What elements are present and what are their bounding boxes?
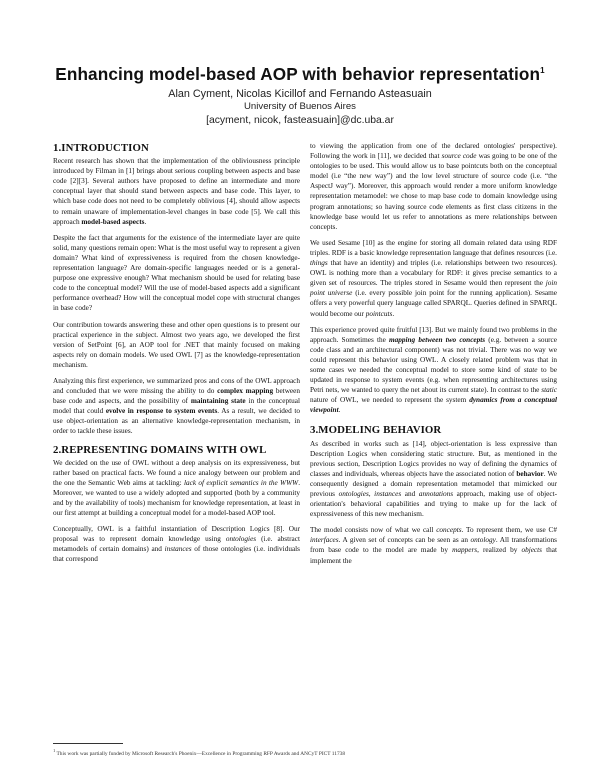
italic-text: source code [441, 152, 477, 161]
text-run: approach, making use of object-orientation's behavioral capabilities and trying to make up for the lack of expressiveness of this new mechanism. [310, 490, 557, 519]
bold-text: model-based aspects [81, 217, 145, 226]
bold-text: complex mapping [217, 387, 274, 396]
footnote [53, 747, 553, 758]
text-run: that implement the [310, 546, 557, 565]
italic-text: ontologies [225, 535, 257, 544]
text-run: was going to be one of the ontologies to be used. This would allow us to base pointcuts both on the conceptual model (i.e “the new way”) and the low level structure of source code (i.e. “the AspectJ way”). Moreover, this approach would render a more uniform knowledge representation metamodel: we chose to map base code to domain knowledge using program annotations; so having source code elements as first class citizens in the knowledge base would let us refer to annotations as mere relationships between concepts. [310, 152, 558, 231]
paragraph [310, 325, 557, 416]
text-run: We decided on the use of OWL without a deep analysis on its expressiveness, but rather based on practical facts. We found a nice analogy between our problem and the one the Semantic Web aims at tackling: [53, 458, 300, 487]
affiliation: University of Buenos Aires [244, 101, 356, 112]
text-run: . [338, 406, 341, 415]
section-heading-modeling-behavior: 3.MODELING BEHAVIOR [310, 424, 442, 437]
paper-title [0, 64, 600, 85]
text-run: . All transformations from base code to the model are made by [310, 536, 558, 555]
paragraph [310, 141, 557, 232]
text-run: nature of OWL, we needed to represent the system [310, 396, 470, 405]
bold-text: maintaining state [190, 397, 246, 406]
italic-text: lack of explicit semantics in the WWW [184, 478, 299, 487]
text-run: between base code and aspects, and the possibility of [53, 387, 300, 406]
right-column [310, 141, 557, 572]
left-column [53, 143, 300, 571]
bold-italic-text: dynamics from a conceptual viewpoint [310, 396, 557, 415]
italic-text: instances [164, 545, 192, 554]
footnote-text: This work was partially funded by Microsoft Research's Phoenix—Excellence in Programming RFP Awards and ANCyT PICT 11738 [55, 750, 346, 757]
bold-italic-text: mapping between two concepts [388, 335, 486, 344]
text-run: in the conceptual model that could [53, 397, 300, 416]
text-run: , realized by [477, 546, 522, 555]
text-run: This experience proved quite fruitful [13]. But we mainly found two problems in the approach. Sometimes the [310, 325, 557, 344]
paragraph [53, 156, 300, 227]
italic-text: state [523, 365, 538, 374]
section-heading-owl: 2.REPRESENTING DOMAINS WITH OWL [53, 443, 267, 456]
bold-text: behavior [516, 469, 544, 478]
paragraph [310, 525, 557, 565]
title-footnote-mark: 1 [540, 66, 545, 75]
text-run: (i.e. every possible join point for the running application). Sesame offers a very powerful query language called SPARQL. Queries defined in SPARQL would become our [310, 289, 557, 318]
italic-text: ontologies, instances [338, 490, 402, 498]
paragraph [53, 524, 300, 564]
text-run: The model consists now of what we call [310, 526, 437, 535]
text-run: and [401, 490, 419, 498]
text-run: We used Sesame [10] as the engine for storing all domain related data using RDF triples. RDF is a basic knowledge representation language that defines resources (i.e. [310, 238, 557, 257]
text-run: (e.g. between a source code class and an architectural component) was not trivial. There was no way we could represent this behavior using OWL. A closely related problem was that in some cases we needed the conceptual model to store some kind of [310, 335, 557, 374]
text-run: to be updated in response to system events (e.g. when representing architectures using Petri nets, we wanted to query the net about its current state). In contrast to the [310, 365, 557, 395]
paragraph [53, 376, 300, 437]
paper-title-text: Enhancing model-based AOP with behavior representation [55, 64, 541, 84]
text-run: . Moreover, we wanted to use a widely adopted and supported (both by a community and by the availability of tools) mechanism for knowledge representation, at least in our first attempt at building a conceptual model for a model-based AOP tool. [53, 478, 300, 518]
paragraph: Despite the fact that arguments for the existence of the intermediate layer are quite solid, many questions remain open: What is the most useful way to represent a given domain? What kind of expressiveness is required from the chosen knowledge-representation language? Are domain-specific languages needed or is a general-purpose one expressive enough? What mechanism should be used for relating base code to the conceptual model? Will the use of model-based aspects add a significant performance overhead? How will the conceptual model cope with structural changes in base code? [53, 233, 300, 313]
text-run: As described in works such as [14], object-orientation is less expressive than Description Logics when considering static structure. But, as mentioned in the previous section, Description Logics provides no way of defining the dynamics of classes and individuals, whereas objects have the associated notion of [310, 439, 557, 478]
footnote-divider [53, 743, 123, 744]
text-run: . To represent them, we use C# [461, 526, 557, 535]
paragraph: Our contribution towards answering these and other open questions is to present our practical experience in the subject. Almost two years ago, we developed the first version of SetPoint [6], an AOP tool for .NET that mainly focused on making aspects rely on domain models. We used OWL [7] as the knowledge-representation mechanism. [53, 320, 300, 369]
paper-header [0, 64, 600, 126]
text-run: that have an identity) and triples (i.e. relationships between two resources). OWL is nothing more than a vocabulary for RDF: it gives precise semantics to a given set of resources. The triples stored in Sesame would then represent the [310, 259, 557, 288]
italic-text: join point universe [310, 279, 557, 298]
text-run: . As a result, we decided to use object-orientation as an alternative knowledge-representation mechanism, in order to tackle these issues. [53, 407, 300, 436]
text-run: Analyzing this first experience, we summarized pros and cons of the OWL approach and concluded that we were missing the ability to do [53, 376, 300, 396]
italic-text: interfaces [310, 536, 339, 545]
italic-text: pointcuts [365, 309, 393, 318]
italic-text: things [310, 259, 328, 268]
text-run: . A given set of concepts can be seen as an [338, 536, 471, 545]
text-run: . [144, 217, 147, 226]
italic-text: concepts [436, 526, 462, 535]
author-list: Alan Cyment, Nicolas Kicillof and Fernando Asteasuain [168, 88, 432, 100]
italic-text: ontology [470, 536, 496, 545]
text-run: to viewing the application from one of the declared ontologies' perspective). Following the work in [11], we decided that [310, 142, 557, 161]
paragraph [310, 439, 557, 520]
italic-text: static [541, 386, 557, 395]
footnote-mark: 1 [53, 748, 56, 753]
text-run: Recent research has shown that the implementation of the obliviousness principle introduced by Filman in [1] brings about serious coupling between aspects and base code [2][3]. Several authors have proposed to define an intermediate and more conceptual layer that should stand between aspects and base code. This layer, to which base code does not need to be completely oblivious [4], should allow aspects to remain unaware of implementation-level changes in base code [5]. We call this approach [53, 157, 300, 226]
author-emails: [acyment, nicok, fasteasuain]@dc.uba.ar [206, 115, 394, 126]
text-run: . [392, 309, 395, 318]
italic-text: annotations [418, 490, 454, 498]
text-run: . We consequently designed a domain representation metamodel that mimicked our previous [310, 469, 557, 498]
text-run: Conceptually, OWL is a faithful instantiation of Description Logics [8]. Our proposal was to represent domain knowledge using [53, 525, 300, 544]
bold-text: evolve in response to system events [105, 407, 218, 416]
text-run: (i.e. abstract metamodels of certain domains) and [53, 535, 300, 554]
italic-text: mappers [452, 546, 478, 555]
text-run: of those ontologies (i.e. individuals that correspond [53, 545, 300, 564]
italic-text: objects [521, 546, 542, 555]
paragraph [310, 238, 557, 319]
paragraph [53, 458, 300, 519]
section-heading-introduction: 1.INTRODUCTION [53, 142, 149, 154]
